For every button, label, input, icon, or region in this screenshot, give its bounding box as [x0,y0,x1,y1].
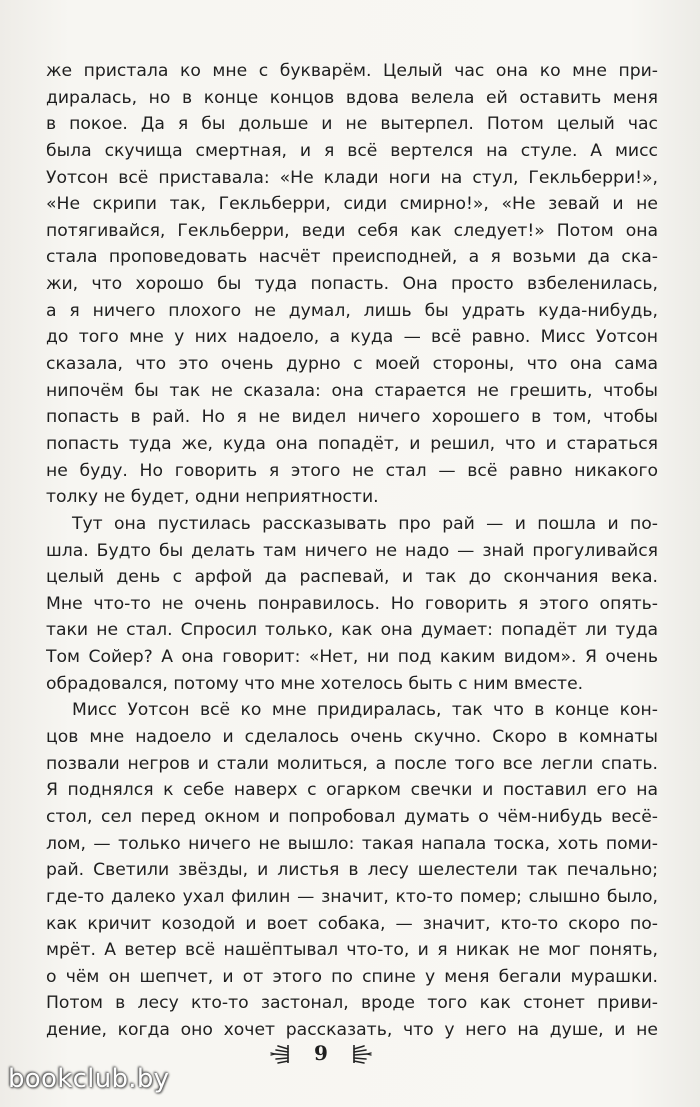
text-line-19: шла. Будто бы делать там ничего не надо — знай прогуливайся [46,540,658,561]
text-line-6: «Не скрипи так, Гекльберри, сиди смирно!», «Не зевай и не [46,194,658,215]
text-line-9: жи, что хорошо бы туда попасть. Она просто взбеленилась, [46,274,658,295]
text-line-25: Мисс Уотсон всё ко мне придиралась, так что в конце кон- [72,700,658,721]
text-line-35: о чём он шепчет, и от этого по спине у меня бегали мурашки. [46,966,658,987]
text-line-11: до того мне у них надоело, а куда — всё равно. Мисс Уотсон [46,327,658,348]
text-line-13: нипочём бы так не сказала: она старается не грешить, чтобы [46,380,658,401]
text-line-30: лом, — только ничего не вышло: такая напала тоска, хоть поми- [46,833,658,854]
text-line-18: Тут она пустилась рассказывать про рай — и пошла и по- [72,513,658,534]
text-line-21: Мне что-то не очень понравилось. Но говорить я этого опять- [46,593,658,614]
text-line-7: потягивайся, Гекльберри, веди себя как следует!» Потом она [46,220,658,241]
text-line-12: сказала, что это очень дурно с моей стороны, что она сама [46,354,658,375]
text-line-2: диралась, но в конце концов вдова велела ей оставить меня [46,87,658,108]
text-line-5: Уотсон всё приставала: «Не клади ноги на стул, Гекльберри!», [46,167,658,188]
text-line-20: целый день с арфой да распевай, и так до скончания века. [46,567,658,588]
text-line-31: рай. Светили звёзды, и листья в лесу шелестели так печально; [46,860,658,881]
text-line-24: обрадовался, потому что мне хотелось быть с ним вместе. [46,673,584,694]
text-line-16: не буду. Но говорить я этого не стал — всё равно никакого [46,460,658,481]
text-line-32: где-то далеко ухал филин — значит, кто-то помер; слышно было, [46,886,658,907]
text-line-22: таки не стал. Спросил только, как она думает: попадёт ли туда [46,620,658,641]
text-line-10: а я ничего плохого не думал, лишь бы удрать куда-нибудь, [46,300,658,321]
text-line-23: Том Сойер? А она говорит: «Нет, ни под каким видом». Я очень [46,647,658,668]
bookclub-watermark: bookclub.by [8,1064,170,1094]
text-line-8: стала проповедовать насчёт преисподней, а я возьми да ска- [46,247,658,268]
text-line-15: попасть туда же, куда она попадёт, и решил, что и стараться [46,433,658,454]
text-line-37: дение, когда оно хочет рассказать, что у него на душе, и не [46,1020,658,1041]
left-ornament-icon [268,1042,292,1066]
text-line-14: попасть в рай. Но я не видел ничего хорошего в том, чтобы [46,407,658,428]
text-line-29: стол, сел перед окном и попробовал думать о чём-нибудь весё- [46,806,658,827]
text-line-17: толку не будет, одни неприятности. [46,487,379,508]
text-line-28: Я поднялся к себе наверх с огарком свечки и поставил его на [46,780,658,801]
text-line-27: позвали негров и стали молиться, а после того все легли спать. [46,753,658,774]
text-line-3: в покое. Да я бы дольше и не вытерпел. Потом целый час [46,114,658,135]
page-number: 9 [314,1041,328,1065]
right-ornament-icon [350,1042,374,1066]
text-line-26: цов мне надоело и сделалось очень скучно. Скоро в комнаты [46,727,658,748]
text-line-1: же пристала ко мне с букварём. Целый час она ко мне при- [46,61,658,81]
text-line-36: Потом в лесу кто-то застонал, вроде того как стонет приви- [46,993,658,1014]
text-line-33: как кричит козодой и воет собака, — значит, кто-то скоро по- [46,913,658,934]
text-line-4: была скучища смертная, и я всё вертелся на стуле. А мисс [46,140,658,161]
text-line-34: мрёт. А ветер всё нашёптывал что-то, и я никак не мог понять, [46,940,658,961]
body-text [46,58,658,1044]
